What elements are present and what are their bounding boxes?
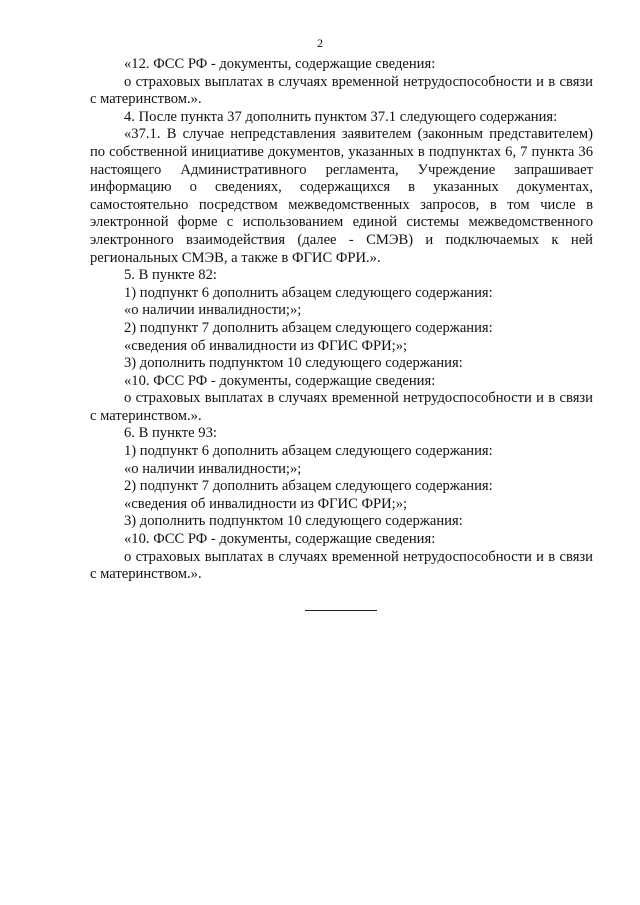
paragraph: «сведения об инвалидности из ФГИС ФРИ;»; (124, 495, 408, 512)
paragraph: «12. ФСС РФ - документы, содержащие сведения: (124, 56, 436, 72)
paragraph: 1) подпункт 6 дополнить абзацем следующего содержания: (124, 443, 493, 460)
paragraph: 2) подпункт 7 дополнить абзацем следующего содержания: (124, 478, 493, 495)
paragraph: «о наличии инвалидности;»; (124, 460, 302, 477)
end-separator-line (305, 610, 377, 611)
document-body (90, 56, 593, 584)
paragraph: о страховых выплатах в случаях временной нетрудоспособности и в связи с материнством.». (90, 73, 593, 108)
paragraph: 3) дополнить подпунктом 10 следующего содержания: (124, 513, 463, 530)
paragraph: «10. ФСС РФ - документы, содержащие сведения: (124, 372, 436, 389)
paragraph: «37.1. В случае непредставления заявителем (законным представителем) по собственной инициативе документов, указанных в подпунктах 6, 7 пункта 36 настоящего Административного регламента, Учреждение запрашивает информацию о сведениях, содержащихся в указанных документах, самостоятельно посредством межведомственных запросов, в том числе в электронной форме с использованием единой системы межведомственного электронного взаимодействия (далее - СМЭВ) и подключаемых к ней региональных СМЭВ, а также в ФГИС ФРИ.». (90, 126, 593, 266)
paragraph: «сведения об инвалидности из ФГИС ФРИ;»; (124, 337, 408, 354)
paragraph: «10. ФСС РФ - документы, содержащие сведения: (124, 531, 436, 548)
paragraph: о страховых выплатах в случаях временной нетрудоспособности и в связи с материнством.». (90, 390, 593, 424)
paragraph: о страховых выплатах в случаях временной нетрудоспособности и в связи с материнством.». (90, 548, 593, 583)
paragraph: 2) подпункт 7 дополнить абзацем следующего содержания: (124, 319, 493, 336)
page-number: 2 (317, 36, 323, 50)
paragraph: 6. В пункте 93: (124, 425, 217, 442)
paragraph: 1) подпункт 6 дополнить абзацем следующего содержания: (124, 284, 493, 301)
paragraph: 3) дополнить подпунктом 10 следующего содержания: (124, 355, 463, 372)
paragraph: «о наличии инвалидности;»; (124, 302, 302, 319)
paragraph: 4. После пункта 37 дополнить пунктом 37.1 следующего содержания: (124, 108, 558, 125)
paragraph: 5. В пункте 82: (124, 267, 217, 284)
